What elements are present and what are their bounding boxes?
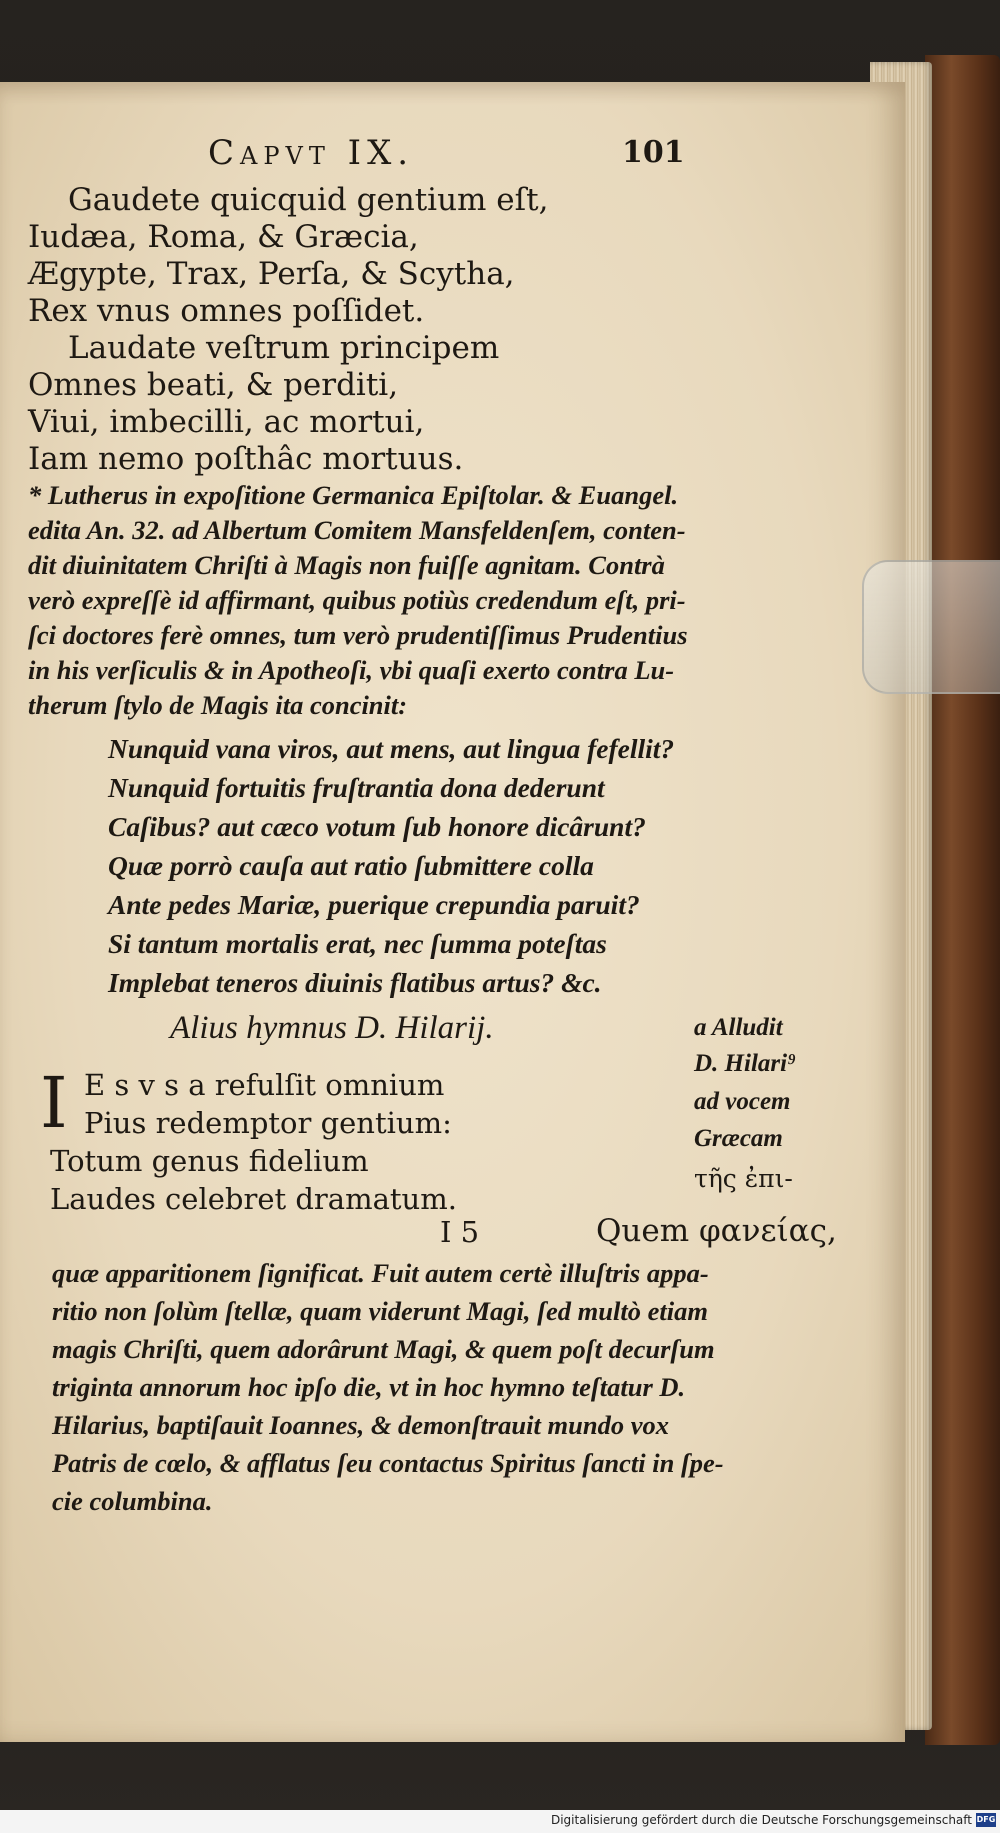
verse-line: Laudate veſtrum principem bbox=[68, 330, 500, 366]
verse-line: Viui, imbecilli, ac mortui, bbox=[28, 404, 425, 440]
signature-mark: I 5 bbox=[440, 1215, 480, 1249]
poem-line: Nunquid fortuitis fruſtrantia dona dederunt bbox=[108, 772, 605, 803]
verse-line: Gaudete quicquid gentium eſt, bbox=[68, 182, 549, 218]
running-head: Capvt IX. bbox=[208, 133, 415, 173]
drop-cap: I bbox=[40, 1062, 68, 1144]
margin-note-line: τῆς ἐπι- bbox=[694, 1164, 793, 1193]
margin-note-line: a Alludit bbox=[694, 1014, 783, 1041]
note-line: edita An. 32. ad Albertum Comitem Mansfeldenſem, conten- bbox=[28, 515, 686, 545]
verse-line: Iudæa, Roma, & Græcia, bbox=[28, 219, 419, 255]
poem-line: Caſibus? aut cæco votum ſub honore dicârunt? bbox=[108, 811, 646, 842]
hymn-line: Pius redemptor gentium: bbox=[84, 1106, 452, 1140]
body-line: Hilarius, baptiſauit Ioannes, & demonſtrauit mundo vox bbox=[52, 1410, 669, 1440]
book-cover bbox=[925, 55, 1000, 1745]
verse-line: Iam nemo poſthâc mortuus. bbox=[28, 441, 464, 477]
verse-line: Ægypte, Trax, Perſa, & Scytha, bbox=[28, 256, 515, 292]
margin-note-line: Græcam bbox=[694, 1125, 783, 1152]
page-clip bbox=[862, 560, 1000, 694]
dfg-logo: DFG bbox=[976, 1813, 996, 1827]
verse-line: Omnes beati, & perditi, bbox=[28, 367, 399, 403]
verse-line: Rex vnus omnes poſſidet. bbox=[28, 293, 425, 329]
hymn-line: E s v s a refulſit omnium bbox=[84, 1068, 445, 1102]
note-line: * Lutherus in expoſitione Germanica Epiſtolar. & Euangel. bbox=[28, 480, 679, 510]
note-line: in his verſiculis & in Apotheoſi, vbi quaſi exerto contra Lu- bbox=[28, 655, 675, 685]
funding-credit: Digitalisierung gefördert durch die Deutsche Forschungsgemeinschaft bbox=[550, 1813, 972, 1827]
poem-line: Si tantum mortalis erat, nec ſumma poteſtas bbox=[108, 928, 607, 959]
poem-line: Quæ porrò cauſa aut ratio ſubmittere colla bbox=[108, 850, 594, 881]
margin-note-line: D. Hilari⁹ bbox=[694, 1050, 796, 1077]
poem-line: Ante pedes Mariæ, puerique crepundia paruit? bbox=[108, 889, 640, 920]
body-line: cie columbina. bbox=[52, 1486, 213, 1516]
hymn-line: Totum genus fidelium bbox=[50, 1144, 369, 1178]
body-line: Patris de cœlo, & afflatus ſeu contactus Spiritus ſancti in ſpe- bbox=[52, 1448, 724, 1478]
note-line: ſci doctores ferè omnes, tum verò prudentiſſimus Prudentius bbox=[28, 620, 688, 650]
hymn-line: Laudes celebret dramatum. bbox=[50, 1182, 457, 1216]
hymn-title: Alius hymnus D. Hilarij. bbox=[170, 1010, 494, 1046]
body-line: quæ apparitionem ſignificat. Fuit autem certè illuſtris appa- bbox=[52, 1258, 709, 1288]
body-line: ritio non ſolùm ſtellæ, quam viderunt Magi, ſed multò etiam bbox=[52, 1296, 708, 1326]
note-line: verò expreſſè id affirmant, quibus potiùs credendum eſt, pri- bbox=[28, 585, 686, 615]
catchword: Quem φανείας, bbox=[596, 1213, 837, 1249]
body-line: triginta annorum hoc ipſo die, vt in hoc hymno teſtatur D. bbox=[52, 1372, 686, 1402]
note-line: therum ſtylo de Magis ita concinit: bbox=[28, 690, 408, 720]
page-number: 101 bbox=[622, 135, 685, 170]
poem-line: Implebat teneros diuinis flatibus artus? &c. bbox=[108, 967, 602, 998]
body-line: magis Chriſti, quem adorârunt Magi, & quem poſt decurſum bbox=[52, 1334, 715, 1364]
poem-line: Nunquid vana viros, aut mens, aut lingua fefellit? bbox=[108, 733, 675, 764]
note-line: dit diuinitatem Chriſti à Magis non fuiſſe agnitam. Contrà bbox=[28, 550, 665, 580]
margin-note-line: ad vocem bbox=[694, 1088, 791, 1115]
